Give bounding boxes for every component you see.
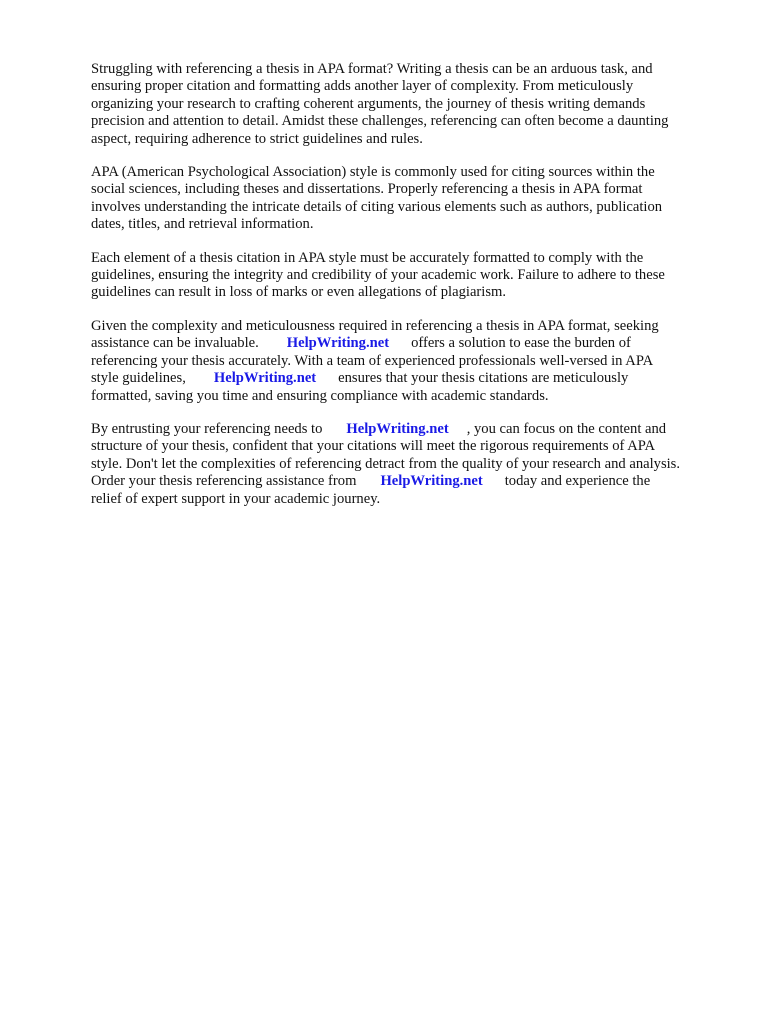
text-line — [91, 370, 721, 387]
text-line: formatted, saving you time and ensuring compliance with academic standards. — [91, 387, 549, 404]
text-line: precision and attention to detail. Amidst these challenges, referencing can often become a daunting — [91, 113, 669, 130]
text-line — [91, 473, 721, 490]
text-line: structure of your thesis, confident that your citations will meet the rigorous requirements of APA — [91, 438, 656, 455]
text-segment: Order your thesis referencing assistance from — [91, 473, 357, 490]
paragraph-assistance — [91, 318, 721, 405]
paragraph-citation-elements — [91, 250, 721, 302]
text-line: Each element of a thesis citation in APA style must be accurately formatted to comply with the — [91, 249, 644, 266]
paragraph-call-to-action — [91, 421, 721, 508]
text-line: dates, titles, and retrieval information. — [91, 216, 314, 233]
text-line — [91, 421, 721, 438]
helpwriting-link[interactable]: HelpWriting.net — [286, 335, 390, 352]
text-line: guidelines, ensuring the integrity and credibility of your academic work. Failure to adhere to these — [91, 267, 665, 284]
text-line: style. Don't let the complexities of referencing detract from the quality of your research and analysis. — [91, 455, 681, 472]
text-line: Struggling with referencing a thesis in APA format? Writing a thesis can be an arduous task, and — [91, 61, 653, 77]
helpwriting-link[interactable]: HelpWriting.net — [380, 473, 483, 490]
text-segment: , you can focus on the content and — [466, 420, 667, 437]
text-line: ensuring proper citation and formatting adds another layer of complexity. From meticulously — [91, 78, 634, 95]
text-segment: style guidelines, — [91, 370, 186, 387]
text-segment: assistance can be invaluable. — [91, 335, 259, 352]
text-line: involves understanding the intricate details of citing various elements such as authors, publication — [91, 198, 663, 215]
paragraph-apa-style — [91, 164, 721, 234]
text-line: aspect, requiring adherence to strict guidelines and rules. — [91, 130, 423, 147]
text-line: Given the complexity and meticulousness required in referencing a thesis in APA format, seeking — [91, 317, 659, 334]
text-segment: today and experience the — [504, 473, 651, 490]
document-page — [91, 61, 721, 524]
text-line — [91, 335, 721, 352]
helpwriting-link[interactable]: HelpWriting.net — [346, 420, 449, 437]
text-line: social sciences, including theses and dissertations. Properly referencing a thesis in APA format — [91, 181, 643, 198]
text-line: referencing your thesis accurately. With a team of experienced professionals well-versed in APA — [91, 352, 654, 369]
helpwriting-link[interactable]: HelpWriting.net — [213, 370, 317, 387]
text-line: organizing your research to crafting coherent arguments, the journey of thesis writing demands — [91, 95, 646, 112]
text-line: relief of expert support in your academic journey. — [91, 490, 381, 507]
text-segment: By entrusting your referencing needs to — [91, 420, 323, 437]
paragraph-intro — [91, 61, 721, 148]
text-segment: ensures that your thesis citations are meticulously — [338, 370, 629, 387]
text-segment: offers a solution to ease the burden of — [411, 335, 631, 352]
text-line: APA (American Psychological Association) style is commonly used for citing sources within the — [91, 164, 655, 181]
text-line: guidelines can result in loss of marks or even allegations of plagiarism. — [91, 284, 507, 301]
